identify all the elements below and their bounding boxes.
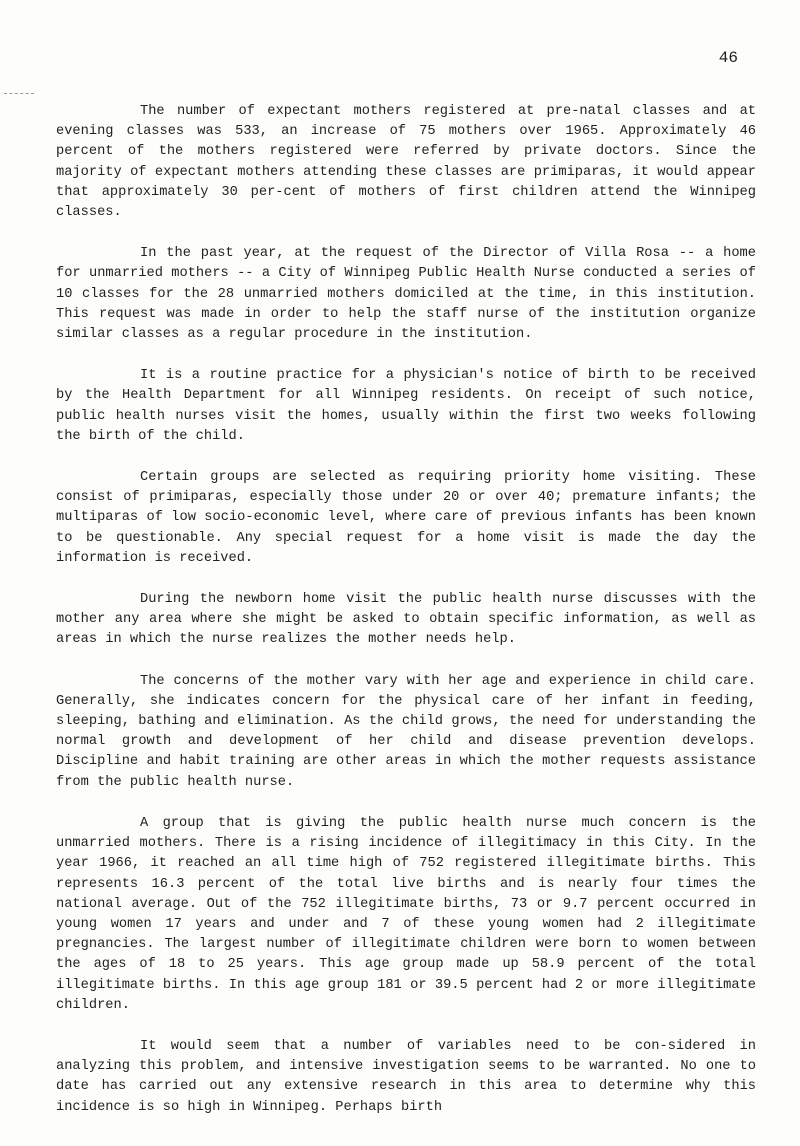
paragraph-newborn-visit: During the newborn home visit the public health nurse discusses with the mother any area where she might be asked to obtain specific information, as well as areas in which the nurse realizes the mother needs help. [56,592,756,648]
paragraph-variables: It would seem that a number of variables need to be con-sidered in analyzing this problem, and intensive investigation seems to be warranted. No one to date has carried out any extensive research in this area to determine why this incidence is so high in Winnipeg. Perhaps birth [56,1038,756,1115]
paragraph-priority-visiting: Certain groups are selected as requiring priority home visiting. These consist of primiparas, especially those under 20 or over 40; premature infants; the multiparas of low socio-economic level, where care of previous infants has been known to be questionable. Any special request for a home visit is made the day the information is received. [56,470,756,566]
page-number: 46 [718,49,738,67]
body-text [56,102,756,1118]
margin-mark [4,93,34,94]
paragraph-prenatal-classes: The number of expectant mothers registered at pre-natal classes and at evening classes was 533, an increase of 75 mothers over 1965. Approximately 46 percent of the mothers registered were referred by private doctors. Since the majority of expectant mothers attending these classes are primiparas, it would appear that approximately 30 per-cent of mothers of first children attend the Winnipeg classes. [56,104,756,221]
paragraph-mother-concerns: The concerns of the mother vary with her age and experience in child care. Generally, she indicates concern for the physical care of her infant in feeding, sleeping, bathing and elimination. As the child grows, the need for understanding the normal growth and development of her child and disease prevention develops. Discipline and habit training are other areas in which the mother requests assistance from the public health nurse. [56,673,756,790]
paragraph-notice-of-birth: It is a routine practice for a physician's notice of birth to be received by the Health Department for all Winnipeg residents. On receipt of such notice, public health nurses visit the homes, usually within the first two weeks following the birth of the child. [56,368,756,444]
paragraph-villa-rosa: In the past year, at the request of the Director of Villa Rosa -- a home for unmarried mothers -- a City of Winnipeg Public Health Nurse conducted a series of 10 classes for the 28 unmarried mothers domiciled at the time, in this institution. This request was made in order to help the staff nurse of the institution organize similar classes as a regular procedure in the institution. [56,246,756,343]
paragraph-unmarried-mothers: A group that is giving the public health nurse much concern is the unmarried mothers. There is a rising incidence of illegitimacy in this City. In the year 1966, it reached an all time high of 752 registered illegitimate births. This represents 16.3 percent of the total live births and is nearly four times the national average. Out of the 752 illegitimate births, 73 or 9.7 percent occurred in young women 17 years and under and 7 of these young women had 2 illegitimate pregnancies. The largest number of illegitimate children were born to women between the ages of 18 to 25 years. This age group made up 58.9 percent of the total illegitimate births. In this age group 181 or 39.5 percent had 2 or more illegitimate children. [56,815,756,1013]
